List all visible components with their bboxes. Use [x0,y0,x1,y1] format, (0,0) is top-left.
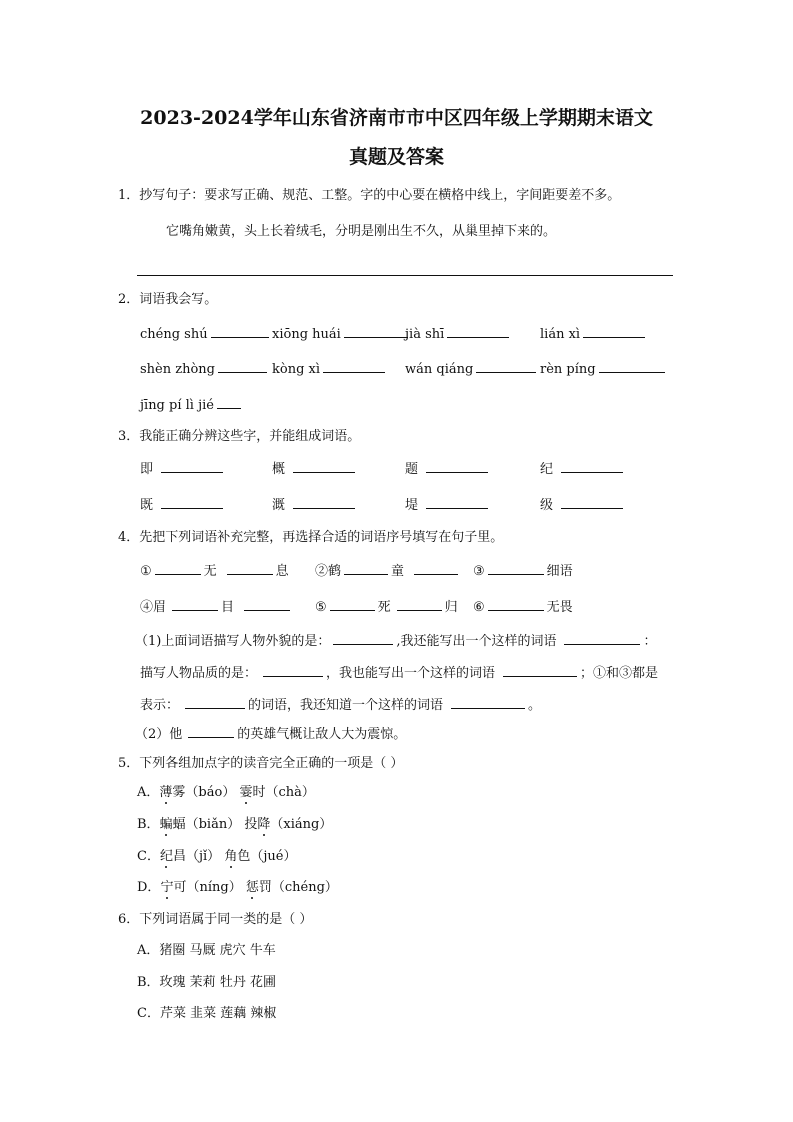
q2-item: xiōng huái [272,325,411,343]
q5-stem: 5．下列各组加点字的读音完全正确的一项是（ ） [118,756,404,771]
blank[interactable] [217,396,241,409]
q3-item: 既 [140,496,226,514]
q1-stem: 1．抄写句子：要求写正确、规范、工整。字的中心要在横格中线上，字间距要差不多。 [118,188,621,203]
blank[interactable] [293,460,355,473]
q5-option-a[interactable]: A．薄雾（báo） 霎时（chà） [137,785,315,800]
q2-item: rèn píng [540,360,668,378]
q1-answer-line[interactable] [137,275,673,276]
blank[interactable] [447,325,509,338]
doc-title-line2: 真题及答案 [348,146,444,168]
q3-stem: 3．我能正确分辨这些字，并能组成词语。 [118,429,361,444]
q4-idiom-4: ④眉 目 [140,598,293,616]
q5-option-d[interactable]: D．宁可（níng） 惩罚（chéng） [137,880,338,895]
q5-option-b[interactable]: B．蝙蝠（biǎn） 投降（xiáng） [137,817,333,832]
blank[interactable] [583,325,645,338]
blank[interactable] [488,562,544,575]
q4-idiom-6: ⑥ 无畏 [473,600,573,615]
q3-item: 即 [140,460,226,478]
q4-para-4: （2）他 的英雄气概让敌人大为震惊。 [135,727,407,742]
q2-item: shèn zhòng [140,360,270,378]
blank[interactable] [244,598,290,611]
q4-stem: 4．先把下列词语补充完整，再选择合适的词语序号填写在句子里。 [118,530,504,545]
q4-para-3: 表示： 的词语，我还知道一个这样的词语 。 [140,698,542,713]
q6-option-b[interactable]: B．玫瑰 茉莉 牡丹 花圃 [137,975,276,990]
q2-item: chéng shú [140,325,272,343]
q3-item: 概 [272,460,358,478]
q4-para-2: 描写人物品质的是： ，我也能写出一个这样的词语 ；①和③都是 [140,666,659,681]
blank[interactable] [185,696,245,709]
q5-option-c[interactable]: C．纪昌（jǐ） 角色（jué） [137,849,297,864]
blank[interactable] [218,360,267,373]
blank[interactable] [561,460,623,473]
blank[interactable] [263,664,323,677]
q3-item: 题 [405,460,491,478]
blank[interactable] [211,325,269,338]
blank[interactable] [599,360,665,373]
blank[interactable] [227,562,273,575]
blank[interactable] [155,562,201,575]
q4-idiom-1: ① 无 息 [140,564,289,579]
q4-idiom-3: ③ 细语 [473,564,573,579]
blank[interactable] [488,598,544,611]
q3-item: 纪 [540,460,626,478]
blank[interactable] [476,360,536,373]
blank[interactable] [426,496,488,509]
q2-item: lián xì [540,325,648,343]
q3-item: 溉 [272,496,358,514]
q6-option-a[interactable]: A．猪圈 马厩 虎穴 牛车 [137,943,276,958]
q4-para-1: （1)上面词语描写人物外貌的是： ,我还能写出一个这样的词语 ： [135,634,657,649]
blank[interactable] [397,598,442,611]
blank[interactable] [414,562,458,575]
blank[interactable] [503,664,577,677]
blank[interactable] [188,725,234,738]
q4-idiom-5: ⑤ 死 归 [315,600,458,615]
q1-sentence: 它嘴角嫩黄，头上长着绒毛，分明是刚出生不久，从巢里掉下来的。 [166,224,557,239]
blank[interactable] [344,325,408,338]
q2-item: jīng pí lì jié [140,396,244,414]
q2-item: jià shī [405,325,512,343]
q3-item: 级 [540,496,626,514]
q2-item: kòng xì [272,360,388,378]
blank[interactable] [451,696,525,709]
q4-idiom-2: ②鹤 童 [315,562,461,580]
q6-stem: 6．下列词语属于同一类的是（ ） [118,912,313,927]
q2-item: wán qiáng [405,360,539,378]
blank[interactable] [161,496,223,509]
blank[interactable] [426,460,488,473]
doc-title-line1: 2023-2024学年山东省济南市市中区四年级上学期期末语文 [140,107,653,129]
blank[interactable] [323,360,385,373]
blank[interactable] [564,632,640,645]
blank[interactable] [344,562,388,575]
blank[interactable] [561,496,623,509]
blank[interactable] [161,460,223,473]
blank[interactable] [330,598,375,611]
q6-option-c[interactable]: C．芹菜 韭菜 莲藕 辣椒 [137,1006,277,1021]
blank[interactable] [172,598,218,611]
blank[interactable] [333,632,393,645]
q3-item: 堤 [405,496,491,514]
blank[interactable] [293,496,355,509]
q2-stem: 2．词语我会写。 [118,292,218,307]
